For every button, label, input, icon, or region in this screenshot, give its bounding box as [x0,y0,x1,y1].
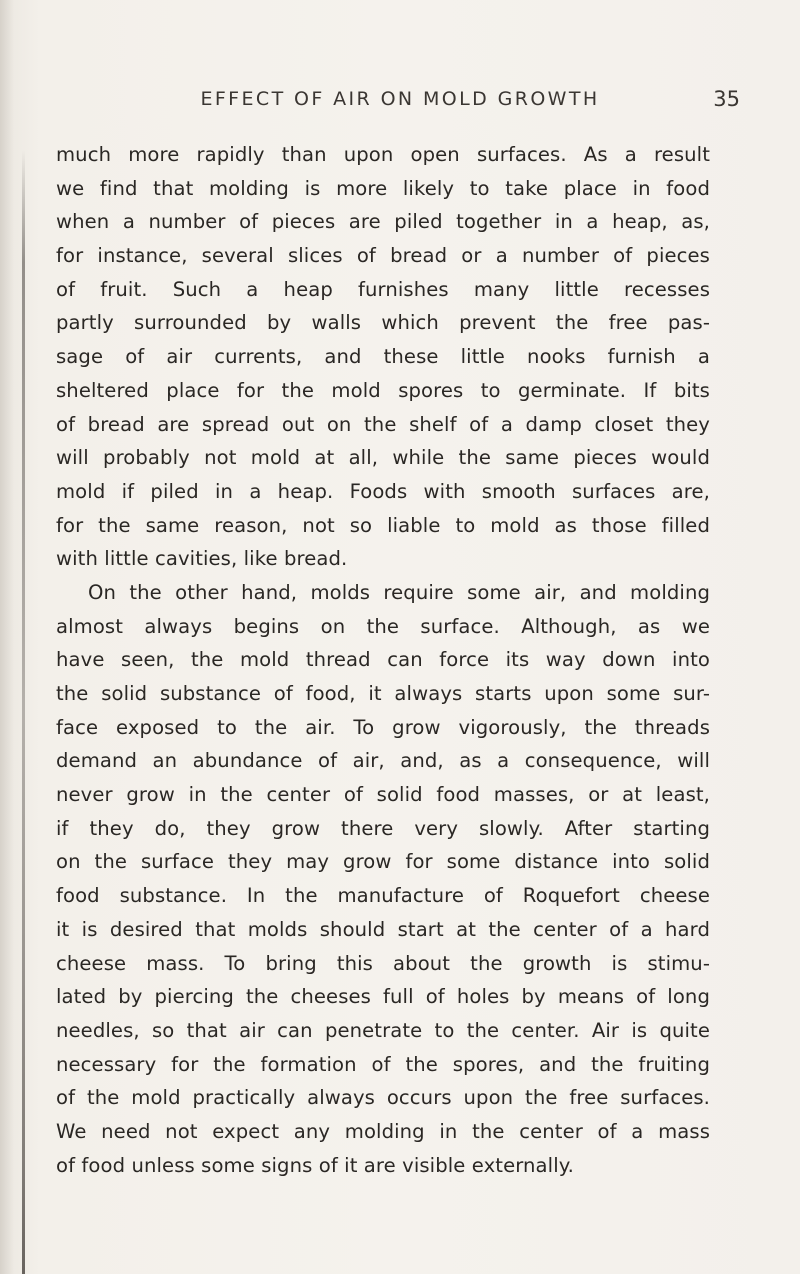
text-line: needles, so that air can penetrate to the center. Air is quite [56,1018,710,1042]
paragraph-start-line: On the other hand, molds require some air, and molding [88,580,710,604]
text-line: never grow in the center of solid food masses, or at least, [56,783,710,807]
text-line: necessary for the formation of the spores, and the fruiting [56,1052,710,1076]
text-line: We need not expect any molding in the center of a mass [56,1119,710,1143]
text-line: demand an abundance of air, and, as a consequence, will [56,749,710,773]
text-line: mold if piled in a heap. Foods with smooth surfaces are, [56,479,710,503]
text-line: lated by piercing the cheeses full of holes by means of long [56,985,710,1009]
text-line: partly surrounded by walls which prevent the free pas- [56,311,710,335]
text-line: of the mold practically always occurs upon the free surfaces. [56,1086,710,1110]
text-line: if they do, they grow there very slowly. After starting [56,816,710,840]
text-line: it is desired that molds should start at the center of a hard [56,917,710,941]
page-header [0,88,800,118]
text-line: of fruit. Such a heap furnishes many little recesses [56,277,710,301]
text-line: almost always begins on the surface. Although, as we [56,614,710,638]
running-head: EFFECT OF AIR ON MOLD GROWTH [200,88,600,110]
page-number: 35 [713,87,740,111]
text-line: face exposed to the air. To grow vigorously, the threads [56,715,710,739]
text-line: the solid substance of food, it always starts upon some sur- [56,682,710,705]
text-line: when a number of pieces are piled together in a heap, as, [56,210,710,234]
text-line: for instance, several slices of bread or a number of pieces [56,244,710,268]
text-line: on the surface they may grow for some distance into solid [56,850,710,874]
text-line: of bread are spread out on the shelf of a damp closet they [56,412,710,436]
text-line: sheltered place for the mold spores to germinate. If bits [56,378,710,402]
text-line: cheese mass. To bring this about the growth is stimu- [56,951,710,975]
paragraph-end-line: of food unless some signs of it are visible externally. [56,1153,574,1177]
text-line: sage of air currents, and these little nooks furnish a [56,345,710,369]
text-line: will probably not mold at all, while the same pieces would [56,446,710,470]
text-line: food substance. In the manufacture of Roquefort cheese [56,884,710,908]
body-text [56,138,710,1182]
text-line: we find that molding is more likely to take place in food [56,176,710,200]
gutter-shadow [0,0,14,1274]
paragraph-end-line: with little cavities, like bread. [56,547,348,571]
binding-edge [22,150,25,1274]
text-line: much more rapidly than upon open surfaces. As a result [56,143,710,166]
text-line: have seen, the mold thread can force its way down into [56,648,710,672]
text-line: for the same reason, not so liable to mold as those filled [56,513,710,537]
